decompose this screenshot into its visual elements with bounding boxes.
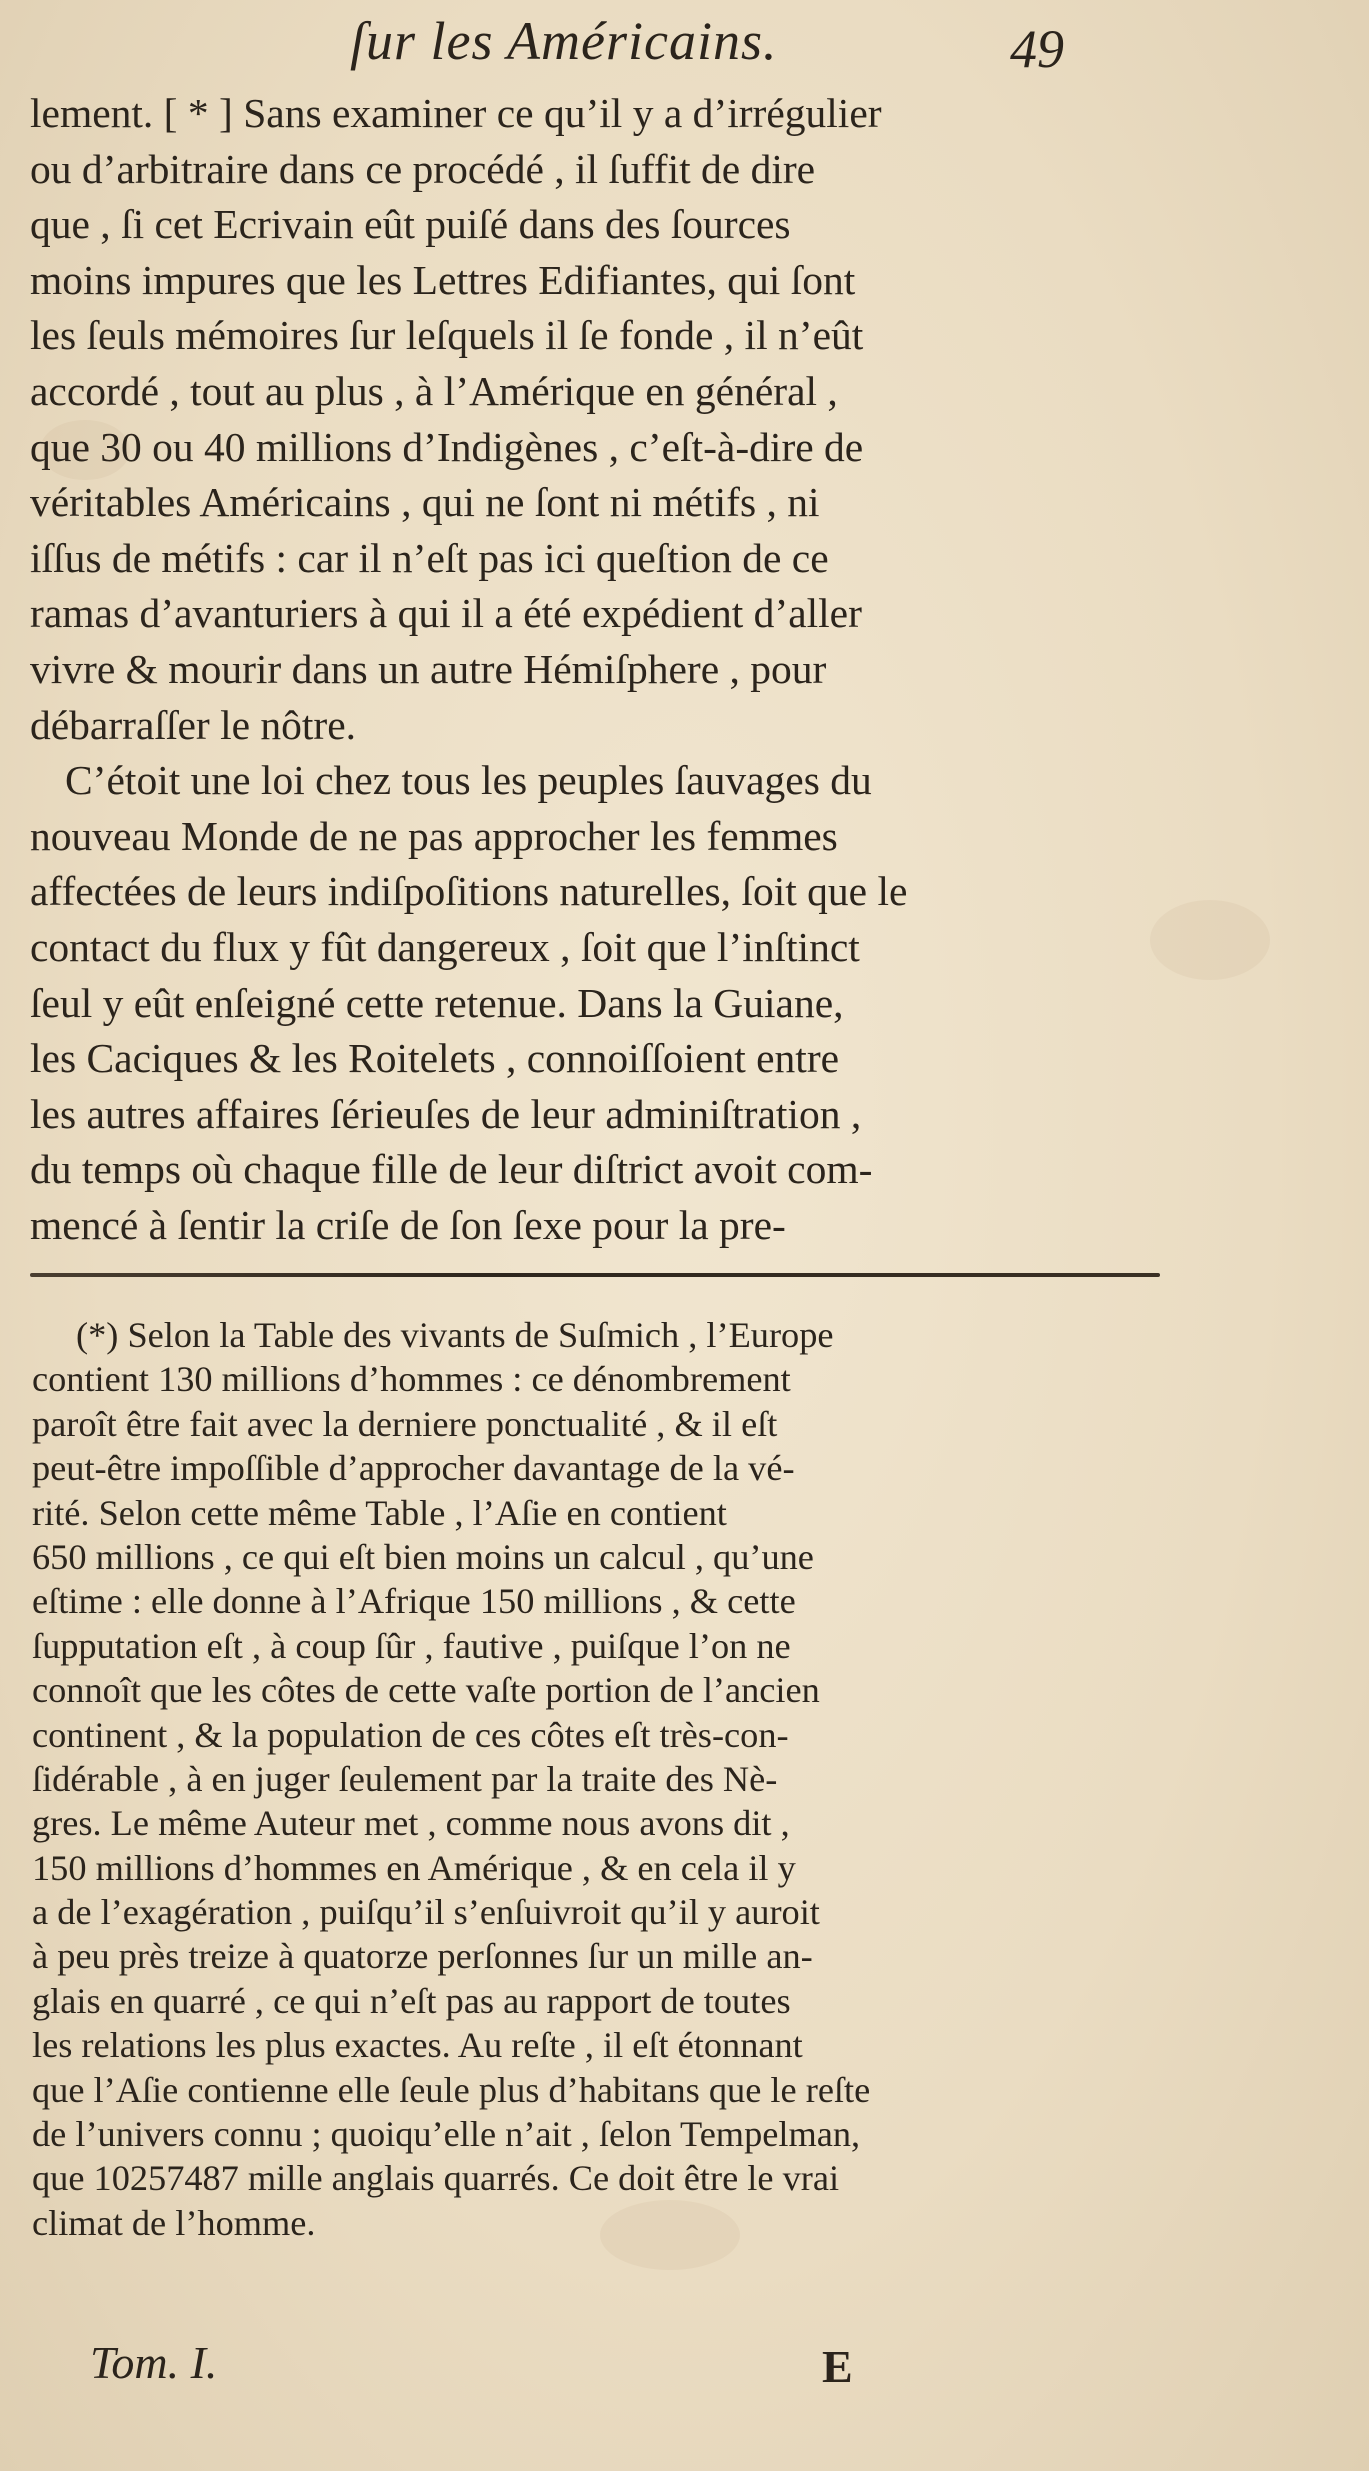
footnote-line: ſupputation eſt , à coup ſûr , fautive , puiſque l’on ne — [32, 1625, 791, 1666]
volume-mark: Tom. I. — [90, 2337, 218, 2388]
text-line: les autres affaires ſérieuſes de leur adminiſtration , — [30, 1090, 862, 1137]
page-number: 49 — [1010, 19, 1064, 79]
text-line: débarraſſer le nôtre. — [30, 701, 357, 748]
text-line: iſſus de métifs : car il n’eſt pas ici queſtion de ce — [30, 534, 829, 581]
footnote-line: les relations les plus exactes. Au reſte , il eſt étonnant — [32, 2025, 803, 2066]
footnote-line: peut-être impoſſible d’approcher davantage de la vé- — [32, 1448, 795, 1489]
text-line: les ſeuls mémoires ſur leſquels il ſe fonde , il n’eût — [30, 312, 864, 359]
footnote-divider — [30, 1273, 1160, 1277]
footnote-line: paroît être fait avec la derniere ponctualité , & il eſt — [32, 1403, 778, 1444]
text-line: ſeul y eût enſeigné cette retenue. Dans la Guiane, — [30, 979, 844, 1026]
text-line: du temps où chaque fille de leur diſtrict avoit com- — [30, 1146, 873, 1193]
footnote-line: connoît que les côtes de cette vaſte portion de l’ancien — [32, 1670, 820, 1711]
text-line: vivre & mourir dans un autre Hémiſphere , pour — [30, 645, 827, 692]
footnote-line: à peu près treize à quatorze perſonnes ſur un mille an- — [32, 1936, 813, 1977]
text-line: mencé à ſentir la criſe de ſon ſexe pour la pre- — [30, 1201, 786, 1248]
footnote-line: (*) Selon la Table des vivants de Suſmich , l’Europe — [76, 1315, 834, 1355]
footnote-line: 150 millions d’hommes en Amérique , & en cela il y — [32, 1847, 796, 1888]
text-line: affectées de leurs indiſpoſitions naturelles, ſoit que le — [30, 868, 908, 915]
footnote-line: continent , & la population de ces côtes eſt très-con- — [32, 1714, 789, 1755]
footnote-line: ſidérable , à en juger ſeulement par la traite des Nè- — [32, 1758, 778, 1799]
footnote-line: de l’univers connu ; quoiqu’elle n’ait , ſelon Tempelman, — [32, 2114, 861, 2155]
footnote — [32, 1313, 1162, 2245]
running-title: ſur les Américains. — [350, 11, 778, 71]
signature-mark: E — [822, 2341, 853, 2392]
footnote-line: contient 130 millions d’hommes : ce dénombrement — [32, 1359, 791, 1400]
text-line: ramas d’avanturiers à qui il a été expédient d’aller — [30, 590, 862, 637]
main-text — [30, 86, 1150, 1253]
text-line: lement. [ * ] Sans examiner ce qu’il y a d’irrégulier — [30, 90, 882, 136]
text-line: ou d’arbitraire dans ce procédé , il ſuffit de dire — [30, 145, 816, 192]
text-line: moins impures que les Lettres Edifiantes, qui ſont — [30, 256, 856, 303]
paragraph-start-line: C’étoit une loi chez tous les peuples ſauvages du — [65, 757, 872, 804]
footnote-line: que l’Aſie contienne elle ſeule plus d’habitans que le reſte — [32, 2069, 871, 2110]
text-line: les Caciques & les Roitelets , connoiſſoient entre — [30, 1035, 840, 1082]
footnote-line: gres. Le même Auteur met , comme nous avons dit , — [32, 1803, 790, 1844]
footnote-line: que 10257487 mille anglais quarrés. Ce doit être le vrai — [32, 2158, 840, 2199]
text-line: que 30 ou 40 millions d’Indigènes , c’eſt-à-dire de — [30, 423, 864, 470]
footnote-line: rité. Selon cette même Table , l’Aſie en contient — [32, 1492, 727, 1533]
text-line: que , ſi cet Ecrivain eût puiſé dans des ſources — [30, 201, 791, 248]
text-line: accordé , tout au plus , à l’Amérique en général , — [30, 367, 838, 414]
footnote-line: eſtime : elle donne à l’Afrique 150 millions , & cette — [32, 1581, 796, 1622]
text-line: véritables Américains , qui ne ſont ni métifs , ni — [30, 479, 820, 526]
text-line: contact du flux y fût dangereux , ſoit que l’inſtinct — [30, 923, 860, 970]
footnote-line: a de l’exagération , puiſqu’il s’enſuivroit qu’il y auroit — [32, 1892, 820, 1933]
footnote-line: climat de l’homme. — [32, 2202, 316, 2243]
page-header — [0, 10, 1369, 80]
text-line: nouveau Monde de ne pas approcher les femmes — [30, 812, 838, 859]
footnote-line: 650 millions , ce qui eſt bien moins un calcul , qu’une — [32, 1536, 814, 1577]
page-footer — [0, 2336, 1369, 2406]
footnote-line: glais en quarré , ce qui n’eſt pas au rapport de toutes — [32, 1980, 791, 2021]
